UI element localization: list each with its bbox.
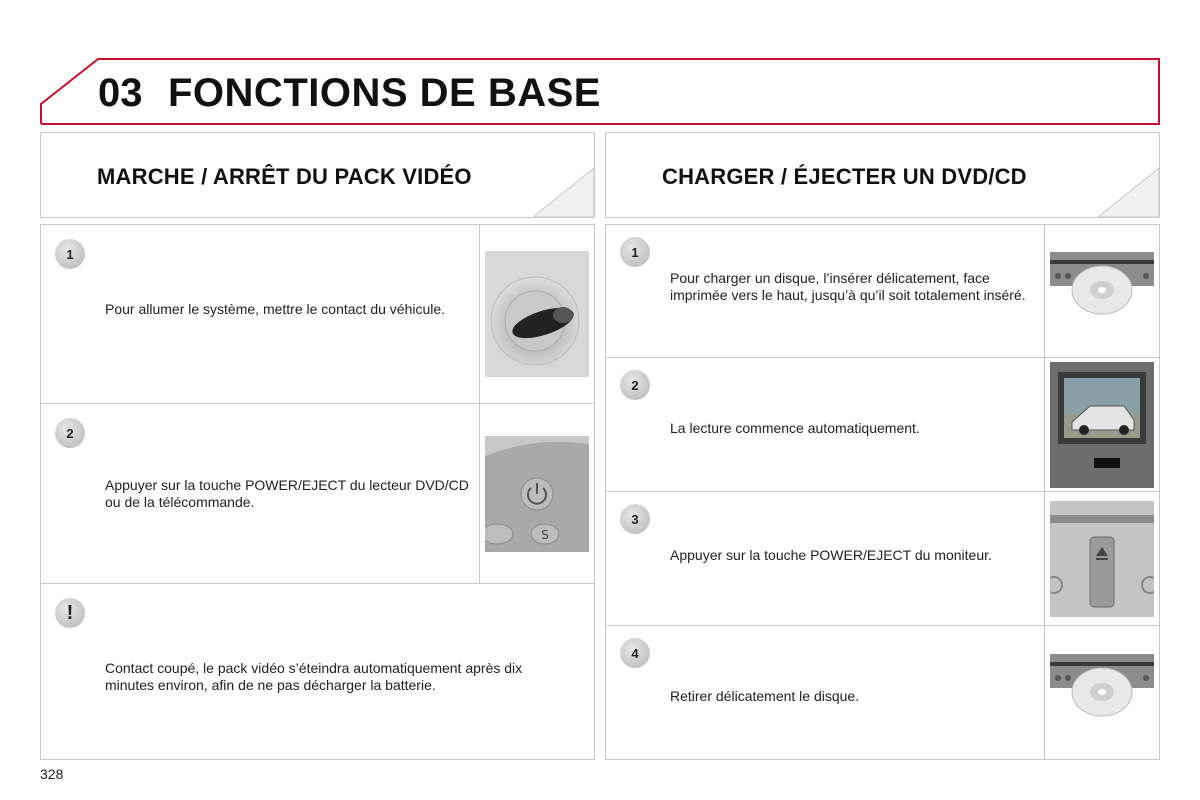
right-step-4	[605, 626, 1160, 760]
step-number-badge: 1	[620, 237, 650, 267]
right-step-1	[605, 224, 1160, 358]
chapter-title: FONCTIONS DE BASE	[168, 71, 601, 115]
step-text: Pour charger un disque, l’insérer délicatement, face imprimée vers le haut, jusqu’à qu’il soit totalement inséré.	[670, 270, 1026, 303]
step-text: Retirer délicatement le disque.	[670, 688, 860, 704]
left-section-title: MARCHE / ARRÊT DU PACK VIDÉO	[97, 164, 472, 189]
ignition-key-image	[479, 225, 594, 403]
left-section-header	[40, 132, 595, 218]
left-warning	[40, 584, 595, 760]
warning-text: Contact coupé, le pack vidéo s’éteindra automatiquement après dix minutes environ, afin de ne pas décharger la batterie.	[105, 660, 523, 693]
step-number-badge: 2	[55, 418, 85, 448]
step-text: La lecture commence automatiquement.	[670, 420, 920, 436]
left-step-1	[40, 224, 595, 404]
step-number-badge: 2	[620, 370, 650, 400]
right-section-title: CHARGER / ÉJECTER UN DVD/CD	[662, 164, 1027, 189]
step-text: Appuyer sur la touche POWER/EJECT du moniteur.	[670, 547, 992, 563]
chapter-number: 03	[98, 71, 143, 115]
right-section-header	[605, 132, 1160, 218]
disc-insert-image	[1044, 225, 1159, 357]
remote-power-button-image	[479, 404, 594, 583]
step-number-badge: 3	[620, 504, 650, 534]
right-step-2	[605, 358, 1160, 492]
step-text: Pour allumer le système, mettre le contact du véhicule.	[105, 301, 446, 317]
monitor-playback-image	[1044, 358, 1159, 491]
right-step-3	[605, 492, 1160, 626]
step-number-badge: 4	[620, 638, 650, 668]
disc-eject-image	[1044, 626, 1159, 759]
step-text: Appuyer sur la touche POWER/EJECT du lecteur DVD/CD ou de la télécommande.	[105, 477, 469, 510]
svg-text:S: S	[541, 527, 549, 542]
monitor-eject-button-image	[1044, 492, 1159, 625]
page-number: 328	[40, 766, 64, 782]
chapter-header	[40, 58, 1160, 126]
step-number-badge: 1	[55, 239, 85, 269]
warning-badge: !	[55, 598, 85, 628]
left-step-2	[40, 404, 595, 584]
